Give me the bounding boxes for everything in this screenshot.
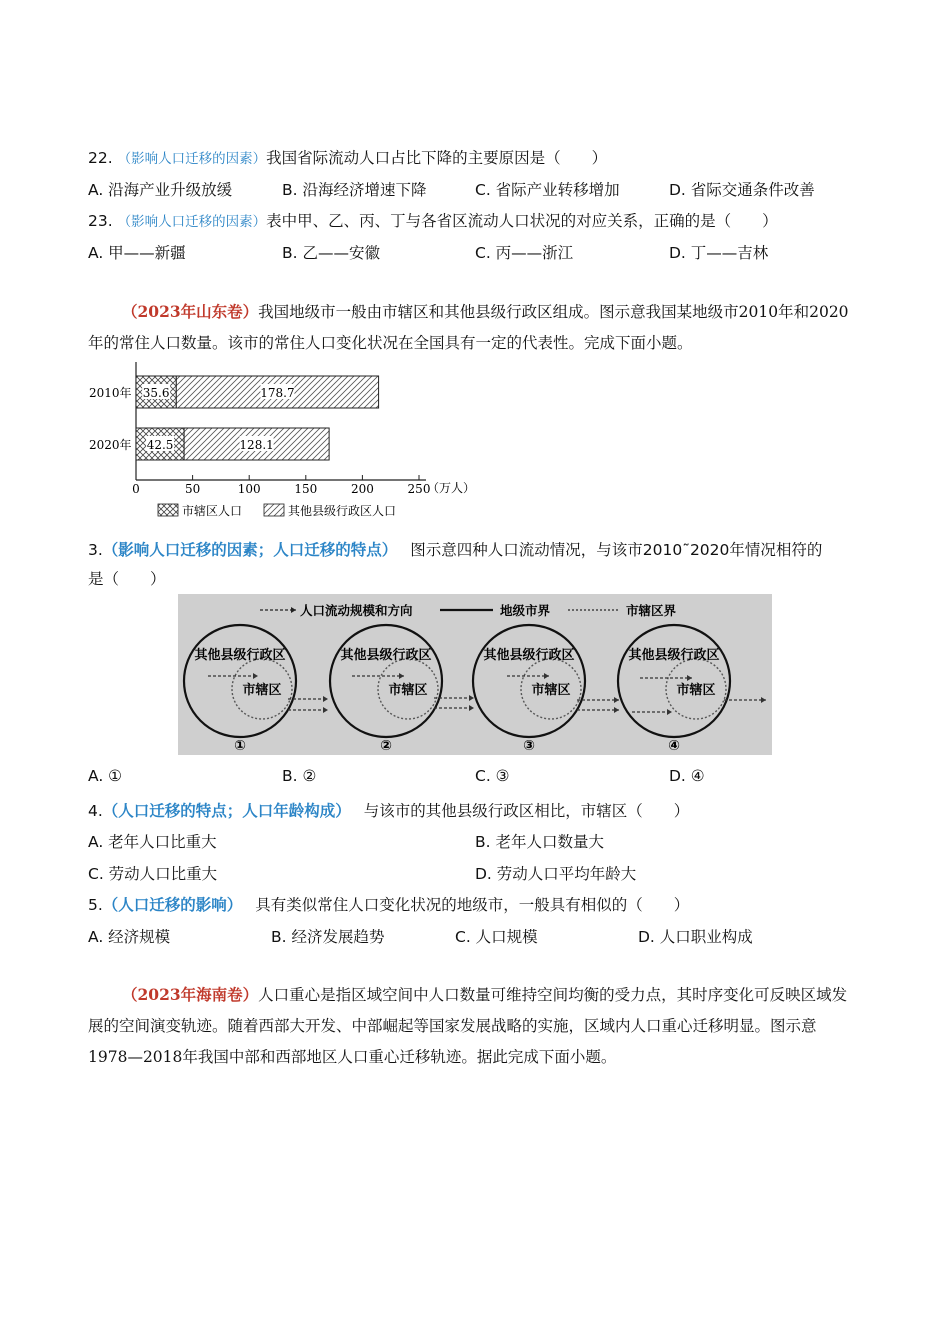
category-label: 2020年 xyxy=(89,438,132,452)
exam-source: （2023年海南卷） xyxy=(122,985,259,1004)
question-number: 23. xyxy=(88,212,113,230)
intro-text: 人口重心是指区域空间中人口数量可维持空间均衡的受力点，其时序变化可反映区域发展的空间演变轨迹。随着西部大开发、中部崛起等国家发展战略的实施，区域内人口重心迁移明显。图示意1978—2018年我国中部和西部地区人口重心迁移轨迹。据此完成下面小题。 xyxy=(88,986,848,1066)
panel-number: ④ xyxy=(668,738,680,754)
question-22 xyxy=(88,146,607,168)
option-d: D. 人口职业构成 xyxy=(638,928,753,946)
option-b: B. 老年人口数量大 xyxy=(475,833,604,851)
data-label: 178.7 xyxy=(260,386,295,400)
inner-area-label: 市辖区 xyxy=(531,683,571,698)
population-flow-diagram xyxy=(178,594,772,755)
legend-prefecture-label: 地级市界 xyxy=(500,603,551,618)
option-c: C. 劳动人口比重大 xyxy=(88,865,218,883)
question-5 xyxy=(88,893,689,915)
inner-area-label: 市辖区 xyxy=(676,683,716,698)
option-d: D. 丁——吉林 xyxy=(669,244,769,262)
x-tick-label: 150 xyxy=(294,482,318,496)
question-stem-line2: 是（ ） xyxy=(88,570,166,588)
outer-area-label: 其他县级行政区 xyxy=(194,648,286,663)
question-stem-line1: 图示意四种人口流动情况，与该市2010˜2020年情况相符的 xyxy=(410,541,823,559)
option-a: A. 老年人口比重大 xyxy=(88,833,217,851)
question-stem: 具有类似常住人口变化状况的地级市，一般具有相似的（ ） xyxy=(255,896,690,914)
knowledge-tag: （人口迁移的特点；人口年龄构成） xyxy=(102,802,351,820)
question-number: 22. xyxy=(88,149,113,167)
option-d: D. ④ xyxy=(669,767,705,785)
data-label: 35.6 xyxy=(142,386,170,400)
intro-text: 我国地级市一般由市辖区和其他县级行政区组成。图示意我国某地级市2010年和2020年的常住人口数量。该市的常住人口变化状况在全国具有一定的代表性。完成下面小题。 xyxy=(88,303,849,352)
outer-area-label: 其他县级行政区 xyxy=(483,648,575,663)
question-stem: 与该市的其他县级行政区相比，市辖区（ ） xyxy=(363,802,690,820)
question-number: 5. xyxy=(88,896,103,914)
population-bar-chart xyxy=(86,362,506,524)
option-a: A. 经济规模 xyxy=(88,928,171,946)
option-d: D. 劳动人口平均年龄大 xyxy=(475,865,637,883)
data-label: 42.5 xyxy=(146,438,174,452)
legend-district-label: 市辖区界 xyxy=(626,603,677,618)
option-c: C. ③ xyxy=(475,767,510,785)
panel-number: ③ xyxy=(523,738,535,754)
x-tick-label: 50 xyxy=(184,482,201,496)
option-c: C. 省际产业转移增加 xyxy=(475,181,620,199)
outer-area-label: 其他县级行政区 xyxy=(340,648,432,663)
option-c: C. 丙——浙江 xyxy=(475,244,574,262)
option-d: D. 省际交通条件改善 xyxy=(669,181,815,199)
knowledge-tag: （人口迁移的影响） xyxy=(102,896,243,914)
option-b: B. 经济发展趋势 xyxy=(271,928,385,946)
shandong-intro xyxy=(88,296,854,359)
option-a: A. 甲——新疆 xyxy=(88,244,186,262)
option-c: C. 人口规模 xyxy=(455,928,538,946)
question-number: 3. xyxy=(88,541,103,559)
panel-number: ② xyxy=(380,738,392,754)
option-b: B. 沿海经济增速下降 xyxy=(282,181,427,199)
data-label: 128.1 xyxy=(239,438,274,452)
x-tick-label: 200 xyxy=(350,482,374,496)
option-b: B. ② xyxy=(282,767,317,785)
legend-label-urban: 市辖区人口 xyxy=(182,504,243,518)
panel-number: ① xyxy=(234,738,246,754)
inner-area-label: 市辖区 xyxy=(388,683,428,698)
outer-area-label: 其他县级行政区 xyxy=(628,648,720,663)
knowledge-tag: （影响人口迁移的因素） xyxy=(117,214,267,230)
category-label: 2010年 xyxy=(89,386,132,400)
knowledge-tag: （影响人口迁移的因素） xyxy=(117,151,267,167)
question-stem: 表中甲、乙、丙、丁与各省区流动人口状况的对应关系，正确的是（ ） xyxy=(266,212,778,230)
question-number: 4. xyxy=(88,802,103,820)
x-tick-label: 100 xyxy=(237,482,261,496)
exam-source: （2023年山东卷） xyxy=(122,302,259,321)
legend-label-county: 其他县级行政区人口 xyxy=(288,504,397,518)
x-tick-label: 250 xyxy=(407,482,431,496)
option-b: B. 乙——安徽 xyxy=(282,244,380,262)
knowledge-tag: （影响人口迁移的因素；人口迁移的特点） xyxy=(102,541,398,559)
option-a: A. ① xyxy=(88,767,123,785)
question-stem: 我国省际流动人口占比下降的主要原因是（ ） xyxy=(266,149,608,167)
legend-flow-label: 人口流动规模和方向 xyxy=(300,603,413,618)
option-a: A. 沿海产业升级放缓 xyxy=(88,181,233,199)
question-23 xyxy=(88,209,778,231)
question-4 xyxy=(88,799,689,821)
x-tick-label: 0 xyxy=(132,482,140,496)
x-unit-label: （万人） xyxy=(427,481,476,495)
legend-swatch-urban xyxy=(158,504,178,516)
question-3 xyxy=(88,538,822,560)
hainan-intro xyxy=(88,979,854,1073)
legend-swatch-county xyxy=(264,504,284,516)
inner-area-label: 市辖区 xyxy=(242,683,282,698)
